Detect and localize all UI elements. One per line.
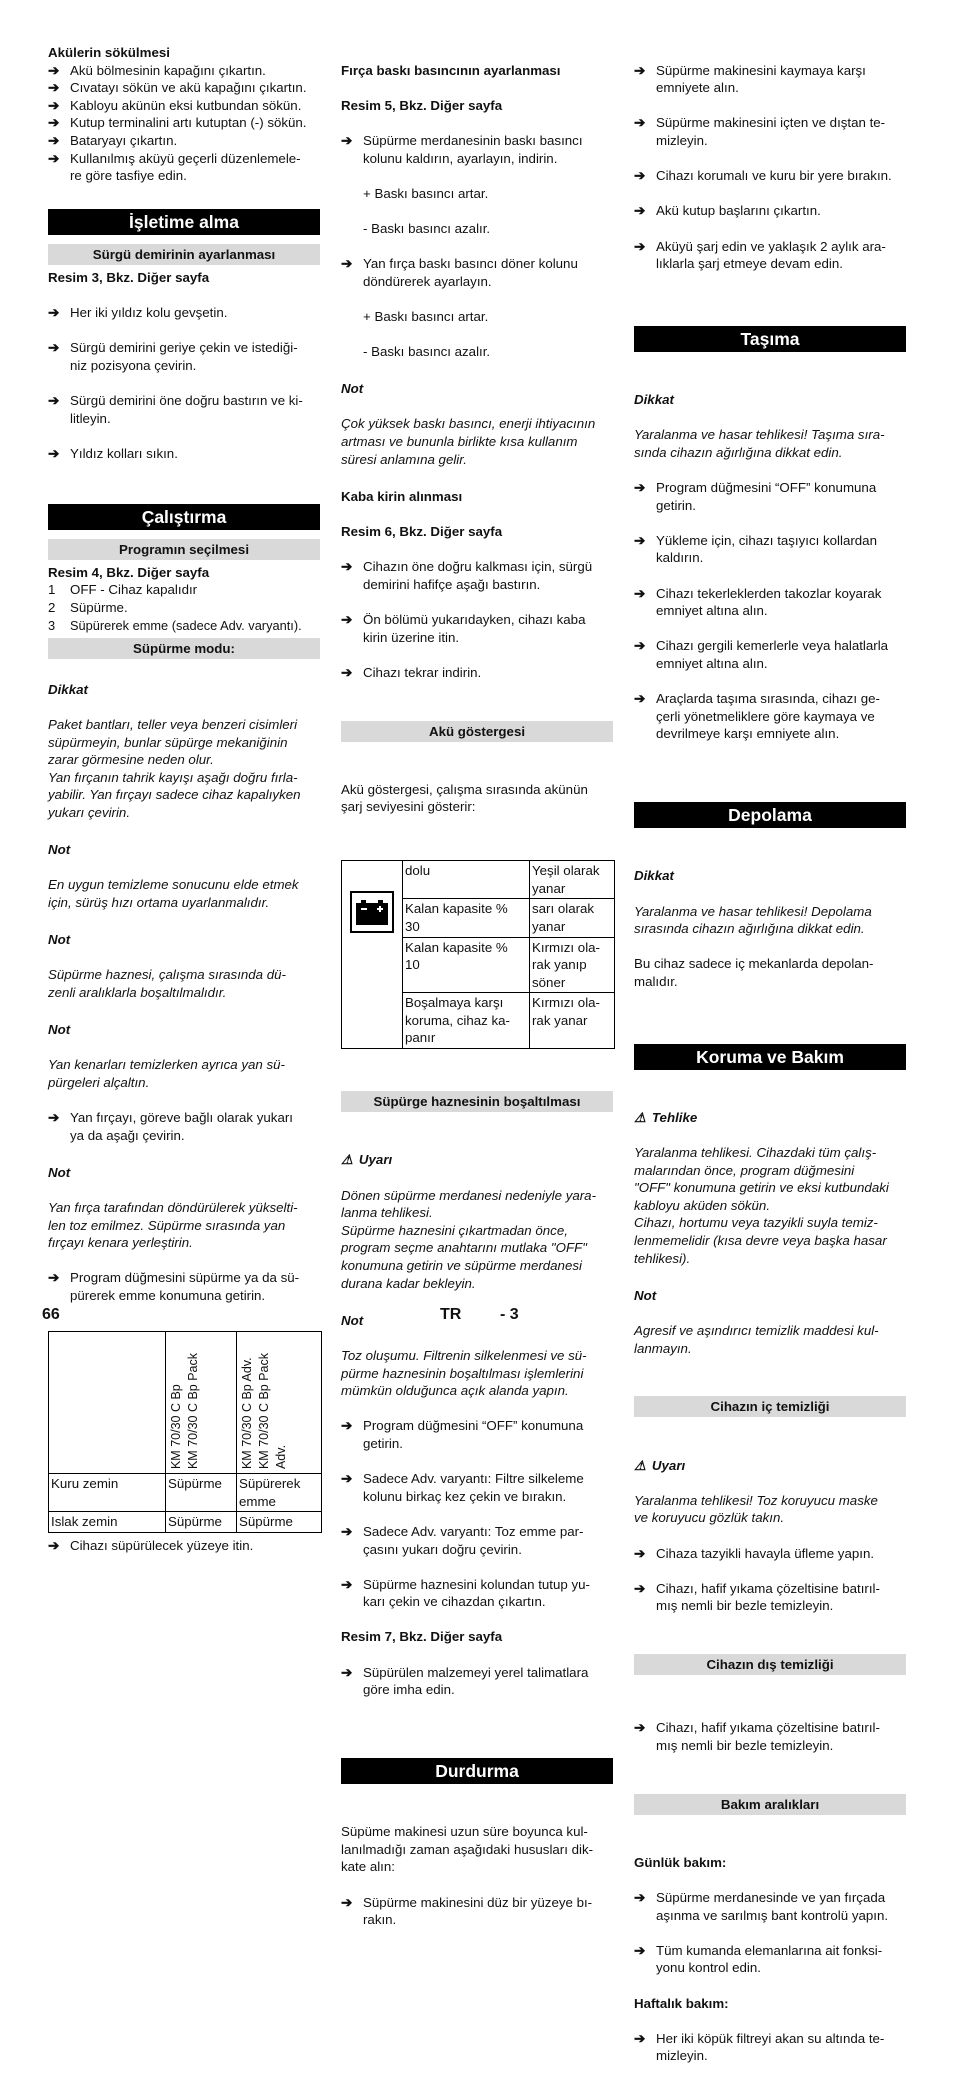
- column-1: [48, 44, 320, 1555]
- note-text: Agresif ve aşındırıcı temizlik maddesi kul- lanmayın.: [634, 1323, 879, 1356]
- note-text: Çok yüksek baskı basıncı, enerji ihtiyacının artması ve bununla birlikte kısa kullanım süresi anlamına gelir.: [341, 416, 596, 467]
- list-item: ➔ Kabloyu akünün eksi kutbundan sökün.: [48, 97, 302, 113]
- caution-label: Dikkat: [48, 681, 88, 697]
- arrow-right-icon: ➔: [634, 2030, 646, 2046]
- arrow-right-icon: ➔: [341, 1894, 353, 1910]
- list-item: ➔ Yıldız kolları sıkın.: [48, 445, 178, 461]
- list-item: ➔ Süpürme makinesini kaymaya karşı emniyete alın.: [634, 62, 866, 96]
- warning-triangle-icon: ⚠: [634, 1109, 646, 1125]
- subsection-maintenance-intervals: Bakım aralıkları: [634, 1794, 906, 1815]
- list-item: ➔ Süpürme merdanesinde ve yan fırçada aşınma ve sarılmış bant kontrolü yapın.: [634, 1890, 889, 1923]
- warning-text: Yaralanma tehlikesi! Toz koruyucu maske ve koruyucu gözlük takın.: [634, 1492, 878, 1526]
- arrow-right-icon: ➔: [634, 1580, 646, 1596]
- arrow-right-icon: ➔: [634, 585, 646, 601]
- list-item: ➔ Süpürme makinesini düz bir yüzeye bı- rakın.: [341, 1894, 593, 1928]
- table-row: Kalan kapasite % 30 sarı olarak yanar: [342, 899, 615, 937]
- warning-label: Uyarı: [651, 1457, 686, 1473]
- caution-label: Dikkat: [634, 868, 674, 884]
- list-item: ➔ Cıvatayı sökün ve akü kapağını çıkartın.: [48, 80, 307, 96]
- pressure-decrease: - Baskı basıncı azalır.: [363, 344, 491, 360]
- note-text: En uygun temizleme sonucunu elde etmek için, sürüş hızı ortama uyarlanmalıdır.: [48, 877, 299, 910]
- list-item: ➔ Sürgü demirini öne doğru bastırın ve ki- litleyin.: [48, 392, 303, 426]
- warning-label: Uyarı: [358, 1152, 393, 1168]
- list-item: ➔ Süpürme haznesini kolundan tutup yu- karı çekin ve cihazdan çıkartın.: [341, 1576, 590, 1610]
- mode-table: [48, 1331, 322, 1533]
- list-item: ➔ Ön bölümü yukarıdayken, cihazı kaba kirin üzerine itin.: [341, 612, 586, 645]
- table-row: Boşalmaya karşı koruma, cihaz ka- panır Kırmızı ola- rak yanar: [342, 993, 615, 1049]
- caution-text: Yaralanma ve hasar tehlikesi! Taşıma sıra- sında cihazın ağırlığına dikkat edin.: [634, 427, 885, 460]
- caution-label: Dikkat: [634, 392, 674, 408]
- pressure-decrease: - Baskı basıncı azalır.: [363, 220, 491, 236]
- caution-text: Yaralanma ve hasar tehlikesi! Depolama sırasında cihazın ağırlığına dikkat edin.: [634, 903, 872, 937]
- arrow-right-icon: ➔: [341, 1664, 353, 1680]
- arrow-right-icon: ➔: [634, 1545, 646, 1561]
- figure-ref-4: Resim 4, Bkz. Diğer sayfa: [48, 564, 210, 580]
- list-item: ➔ Süpürme merdanesinin baskı basıncı kolunu kaldırın, ayarlayın, indirin.: [341, 132, 583, 166]
- arrow-right-icon: ➔: [634, 62, 646, 78]
- warning-text: Dönen süpürme merdanesi nedeniyle yara- lanma tehlikesi. Süpürme haznesini çıkartmadan önce, program seçme anahtarını mutlaka "OFF" konumuna getirin ve süpürme merdanesi durana kadar bekleyin.: [341, 1187, 596, 1291]
- section-storage: Depolama: [634, 802, 906, 828]
- pressure-increase: + Baskı basıncı artar.: [363, 308, 489, 324]
- list-item: ➔ Akü kutup başlarını çıkartın.: [634, 203, 821, 219]
- subsection-program: Programın seçilmesi: [48, 539, 320, 560]
- list-item: ➔ Süpürme makinesini içten ve dıştan te- mizleyin.: [634, 115, 886, 148]
- list-item: ➔ Program düğmesini süpürme ya da sü- pürerek emme konumuna getirin.: [48, 1270, 300, 1304]
- note-label: Not: [341, 1312, 364, 1328]
- arrow-right-icon: ➔: [48, 340, 60, 356]
- arrow-right-icon: ➔: [48, 1538, 60, 1553]
- list-item: 3 Süpürerek emme (sadece Adv. varyantı).: [48, 617, 302, 633]
- arrow-right-icon: ➔: [634, 238, 646, 254]
- arrow-right-icon: ➔: [634, 480, 646, 496]
- list-item: ➔ Bataryayı çıkartın.: [48, 132, 178, 148]
- list-item: ➔ Cihazın öne doğru kalkması için, sürgü demirini hafifçe aşağı bastırın.: [341, 559, 593, 592]
- arrow-right-icon: ➔: [634, 638, 646, 654]
- note-label: Not: [48, 842, 71, 858]
- list-item: ➔ Program düğmesini “OFF” konumuna getirin.: [341, 1418, 584, 1451]
- heading-weekly: Haftalık bakım:: [634, 1995, 729, 2011]
- list-item: ➔ Cihazı süpürülecek yüzeye itin.: [48, 1538, 254, 1553]
- figure-ref-3: Resim 3, Bkz. Diğer sayfa: [48, 269, 210, 285]
- stop-text: Süpüme makinesi uzun süre boyunca kul- lanılmadığı zaman aşağıdaki hususları dik- kate alın:: [341, 1824, 594, 1875]
- figure-ref-7: Resim 7, Bkz. Diğer sayfa: [341, 1629, 503, 1645]
- list-item: ➔ Kutup terminalini artı kutuptan (-) sökün.: [48, 115, 307, 131]
- arrow-right-icon: ➔: [341, 664, 353, 680]
- table-row: Kalan kapasite % 10 Kırmızı ola- rak yanıp söner: [342, 937, 615, 993]
- figure-ref-5: Resim 5, Bkz. Diğer sayfa: [341, 97, 503, 113]
- subsection-empty-hopper: Süpürge haznesinin boşaltılması: [341, 1091, 613, 1112]
- warning-triangle-icon: ⚠: [341, 1152, 353, 1168]
- list-item: ➔ Süpürülen malzemeyi yerel talimatlara göre imha edin.: [341, 1664, 589, 1698]
- arrow-right-icon: ➔: [48, 150, 60, 166]
- arrow-right-icon: ➔: [341, 1523, 353, 1539]
- list-item: ➔ Cihazı tekrar indirin.: [341, 664, 482, 680]
- arrow-right-icon: ➔: [48, 445, 60, 461]
- list-item: ➔ Her iki köpük filtreyi akan su altında te- mizleyin.: [634, 2030, 885, 2064]
- list-item: ➔ Tüm kumanda elemanlarına ait fonksi- yonu kontrol edin.: [634, 1942, 883, 1976]
- list-item: ➔ Sürgü demirini geriye çekin ve istediği- niz pozisyona çevirin.: [48, 340, 298, 373]
- subsection-slide-bar: Sürgü demirinin ayarlanması: [48, 244, 320, 265]
- arrow-right-icon: ➔: [634, 691, 646, 707]
- figure-ref-6: Resim 6, Bkz. Diğer sayfa: [341, 524, 503, 540]
- note-label: Not: [48, 932, 71, 948]
- note-label: Not: [341, 381, 364, 397]
- subsection-sweep-mode: Süpürme modu:: [48, 638, 320, 659]
- subsection-battery-indicator: Akü göstergesi: [341, 721, 613, 742]
- note-text: Yan fırça tarafından döndürülerek yükselti- len toz emilmez. Süpürme sırasında yan fırçayı kenara yerleştirin.: [48, 1200, 298, 1251]
- warning-triangle-icon: ⚠: [634, 1457, 646, 1473]
- heading-brush-pressure: Fırça baskı basıncının ayarlanması: [341, 62, 561, 78]
- arrow-right-icon: ➔: [48, 62, 60, 78]
- arrow-right-icon: ➔: [48, 1270, 60, 1286]
- arrow-right-icon: ➔: [634, 1942, 646, 1958]
- arrow-right-icon: ➔: [634, 168, 646, 184]
- arrow-right-icon: ➔: [634, 203, 646, 219]
- arrow-right-icon: ➔: [634, 115, 646, 131]
- arrow-right-icon: ➔: [341, 256, 353, 272]
- list-item: ➔ Yan fırça baskı basıncı döner kolunu döndürerek ayarlayın.: [341, 256, 578, 289]
- battery-table: [341, 860, 615, 1049]
- section-care: Koruma ve Bakım: [634, 1044, 906, 1070]
- danger-label: Tehlike: [651, 1109, 698, 1125]
- table-header: KM 70/30 C Bp KM 70/30 C Bp Pack: [169, 1353, 200, 1470]
- list-item: ➔ Her iki yıldız kolu gevşetin.: [48, 304, 228, 320]
- note-text: Süpürme haznesi, çalışma sırasında dü- zenli aralıklarla boşaltılmalıdır.: [48, 967, 286, 1000]
- note-label: Not: [634, 1287, 657, 1303]
- arrow-right-icon: ➔: [634, 1890, 646, 1906]
- list-item: ➔ Cihazı, hafif yıkama çözeltisine batırıl- mış nemli bir bezle temizleyin.: [634, 1580, 880, 1614]
- arrow-right-icon: ➔: [341, 1576, 353, 1592]
- battery-steps: [48, 62, 320, 185]
- section-stop: Durdurma: [341, 1758, 613, 1784]
- arrow-right-icon: ➔: [48, 1110, 60, 1126]
- list-item: ➔ Cihazı, hafif yıkama çözeltisine batırıl- mış nemli bir bezle temizleyin.: [634, 1720, 880, 1753]
- note-text: Yan kenarları temizlerken ayrıca yan sü- pürgeleri alçaltın.: [48, 1057, 285, 1090]
- list-item: ➔ Yükleme için, cihazı taşıyıcı kollardan kaldırın.: [634, 532, 877, 566]
- arrow-right-icon: ➔: [48, 115, 60, 131]
- arrow-right-icon: ➔: [341, 132, 353, 148]
- page-number: 66: [42, 1306, 60, 1323]
- danger-text: Yaralanma tehlikesi. Cihazdaki tüm çalış- malarından önce, program düğmesini "OFF" konumuna getirin ve eksi kutbundaki kabloyu aküden sökün. Cihazı, hortumu veya tazyikli suyla temiz- lenmemelidir (kısa devre veya başka hasar tehlikesi).: [634, 1145, 889, 1266]
- arrow-right-icon: ➔: [48, 132, 60, 148]
- arrow-right-icon: ➔: [634, 532, 646, 548]
- table-row: Islak zemin Süpürme Süpürme: [49, 1512, 322, 1533]
- storage-text: Bu cihaz sadece iç mekanlarda depolan- malıdır.: [634, 956, 874, 989]
- table-row: Kuru zemin Süpürme Süpürerek emme: [49, 1474, 322, 1512]
- arrow-right-icon: ➔: [341, 559, 353, 575]
- sub-page-number: - 3: [500, 1306, 519, 1323]
- column-3: [634, 44, 906, 2083]
- arrow-right-icon: ➔: [341, 612, 353, 627]
- list-item: 1 OFF - Cihaz kapalıdır: [48, 582, 198, 598]
- column-2: [341, 44, 613, 1946]
- list-item: ➔ Sadece Adv. varyantı: Filtre silkeleme kolunu birkaç kez çekin ve bırakın.: [341, 1471, 584, 1504]
- list-item: ➔ Cihazı gergili kemerlerle veya halatlarla emniyet altına alın.: [634, 638, 889, 671]
- table-header: KM 70/30 C Bp Adv. KM 70/30 C Bp Pack Adv.: [240, 1353, 288, 1470]
- arrow-right-icon: ➔: [48, 80, 60, 96]
- list-item: ➔ Aküyü şarj edin ve yaklaşık 2 aylık ara- lıklarla şarj etmeye devam edin.: [634, 238, 886, 272]
- language-code: TR: [440, 1306, 462, 1323]
- list-item: ➔ Sadece Adv. varyantı: Toz emme par- çasını yukarı doğru çevirin.: [341, 1523, 584, 1557]
- section-transport: Taşıma: [634, 326, 906, 352]
- arrow-right-icon: ➔: [48, 304, 60, 320]
- heading-battery-removal: Akülerin sökülmesi: [48, 45, 170, 60]
- arrow-right-icon: ➔: [341, 1471, 353, 1487]
- heading-daily: Günlük bakım:: [634, 1854, 727, 1870]
- note-label: Not: [48, 1164, 71, 1180]
- caution-text: Paket bantları, teller veya benzeri cisimleri süpürmeyin, bunlar süpürge mekaniğinin zarar görmesine neden olur. Yan fırçanın tahrik kayışı aşağı doğru fırla- yabilir. Yan fırçayı sadece cihaz kapalıyken yukarı çevirin.: [48, 717, 301, 820]
- arrow-right-icon: ➔: [341, 1418, 353, 1434]
- subsection-outer-cleaning: Cihazın dış temizliği: [634, 1654, 906, 1675]
- list-item: ➔ Cihazı korumalı ve kuru bir yere bırakın.: [634, 168, 892, 184]
- list-item: ➔ Akü bölmesinin kapağını çıkartın.: [48, 62, 266, 78]
- note-label: Not: [48, 1022, 71, 1038]
- table-row: dolu Yeşil olarak yanar: [342, 861, 615, 899]
- list-item: 2 Süpürme.: [48, 600, 128, 616]
- list-item: ➔ Program düğmesini “OFF” konumuna getirin.: [634, 480, 877, 513]
- battery-text: Akü göstergesi, çalışma sırasında akünün şarj seviyesini gösterir:: [341, 781, 588, 815]
- list-item: ➔ Araçlarda taşıma sırasında, cihazı ge- çerli yönetmeliklere göre kaymaya ve devrilmeye karşı emniyete alın.: [634, 691, 880, 742]
- list-item: ➔ Yan fırçayı, göreve bağlı olarak yukarı ya da aşağı çevirin.: [48, 1110, 293, 1143]
- arrow-right-icon: ➔: [48, 97, 60, 113]
- note-text: Toz oluşumu. Filtrenin silkelenmesi ve sü- pürme haznesinin boşaltılması işlemlerini mümkün olduğunca açık alanda yapın.: [341, 1347, 587, 1399]
- subsection-inner-cleaning: Cihazın iç temizliği: [634, 1396, 906, 1417]
- list-item: ➔ Cihaza tazyikli havayla üfleme yapın.: [634, 1545, 875, 1561]
- heading-coarse-dirt: Kaba kirin alınması: [341, 488, 463, 504]
- arrow-right-icon: ➔: [634, 1720, 646, 1736]
- pressure-increase: + Baskı basıncı artar.: [363, 185, 489, 201]
- list-item: ➔ Kullanılmış aküyü geçerli düzenlemele- re göre tasfiye edin.: [48, 150, 301, 184]
- list-item: ➔ Cihazı tekerleklerden takozlar koyarak emniyet altına alın.: [634, 585, 882, 619]
- arrow-right-icon: ➔: [48, 392, 60, 408]
- section-operation: İşletime alma: [48, 209, 320, 235]
- battery-icon: [350, 891, 394, 933]
- section-run: Çalıştırma: [48, 504, 320, 530]
